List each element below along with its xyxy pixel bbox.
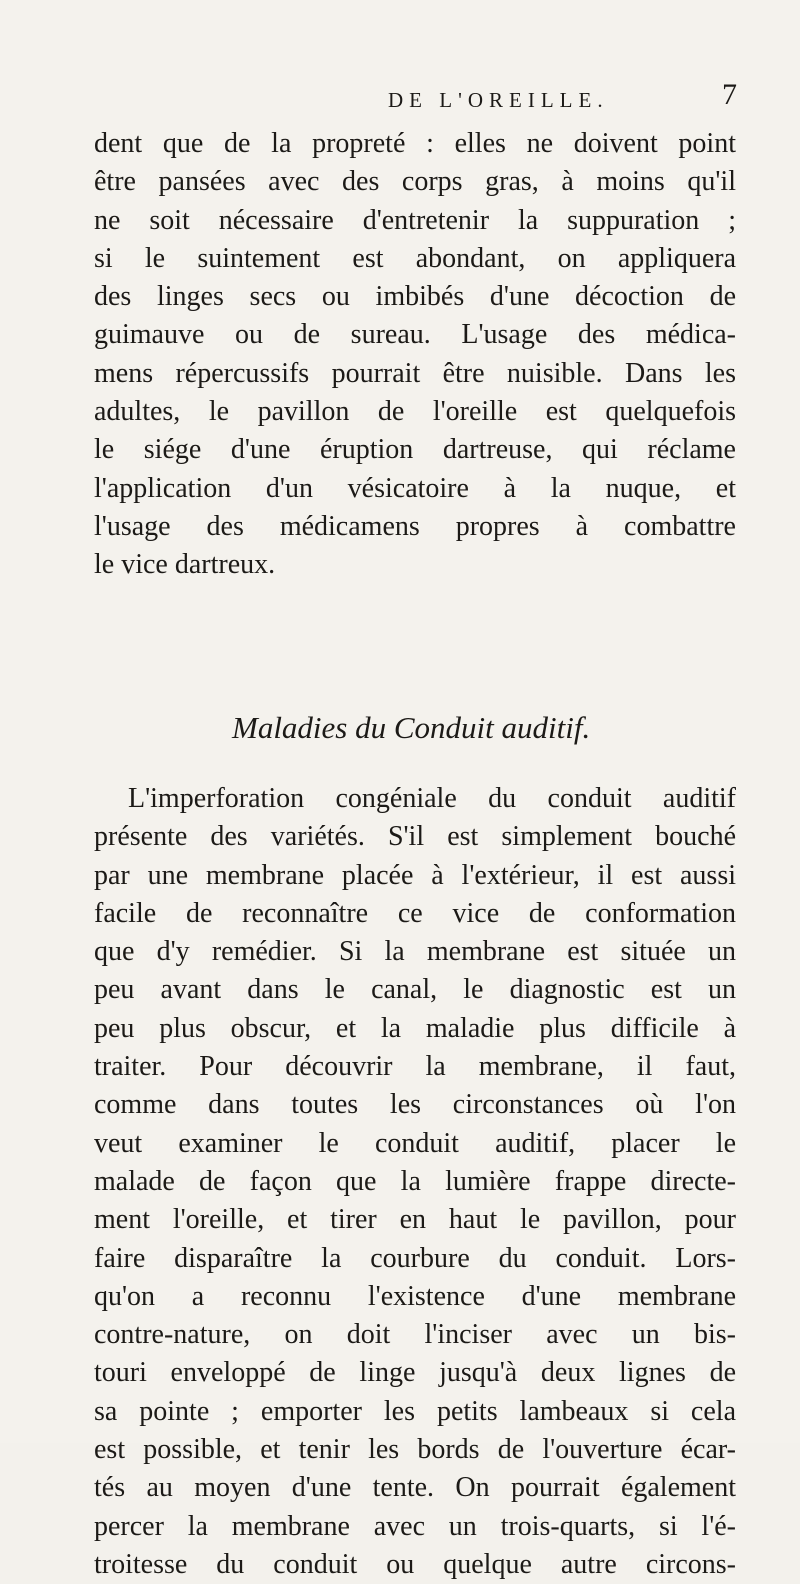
text-line: adultes, le pavillon de l'oreille est quelquefois	[94, 396, 736, 428]
text-line: si le suintement est abondant, on appliquera	[94, 242, 736, 274]
paragraph-2	[94, 780, 736, 1584]
text-line: comme dans toutes les circonstances où l'on	[94, 1089, 736, 1121]
text-line: l'application d'un vésicatoire à la nuque, et	[94, 472, 736, 504]
running-title: DE L'OREILLE.	[388, 88, 609, 112]
section-title: Maladies du Conduit auditif.	[232, 710, 591, 745]
text-line: contre-nature, on doit l'inciser avec un bis-	[94, 1319, 736, 1351]
text-line: que d'y remédier. Si la membrane est située un	[94, 936, 736, 968]
text-line: présente des variétés. S'il est simplement bouché	[94, 821, 736, 853]
text-line: sa pointe ; emporter les petits lambeaux si cela	[94, 1395, 736, 1427]
page-number: 7	[722, 78, 737, 111]
text-line: mens répercussifs pourrait être nuisible. Dans les	[94, 357, 736, 389]
text-line: veut examiner le conduit auditif, placer le	[94, 1127, 736, 1159]
text-line: percer la membrane avec un trois-quarts, si l'é-	[94, 1510, 736, 1542]
text-line: être pansées avec des corps gras, à moins qu'il	[94, 166, 736, 198]
text-line: peu plus obscur, et la maladie plus difficile à	[94, 1012, 736, 1044]
paragraph-1	[94, 125, 736, 585]
text-line: touri enveloppé de linge jusqu'à deux lignes de	[94, 1357, 736, 1389]
text-line: traiter. Pour découvrir la membrane, il faut,	[94, 1051, 736, 1083]
text-line: guimauve ou de sureau. L'usage des médica-	[94, 319, 736, 351]
text-line: peu avant dans le canal, le diagnostic est un	[94, 974, 736, 1006]
text-line: L'imperforation congéniale du conduit auditif	[128, 783, 736, 814]
text-line: troitesse du conduit ou quelque autre circons-	[94, 1548, 736, 1580]
text-line: des linges secs ou imbibés d'une décoction de	[94, 281, 736, 313]
text-line: faire disparaître la courbure du conduit. Lors-	[94, 1242, 736, 1274]
text-line: le vice dartreux.	[94, 549, 276, 581]
text-line: dent que de la propreté : elles ne doivent point	[94, 128, 736, 159]
text-line: ne soit nécessaire d'entretenir la suppuration ;	[94, 204, 736, 236]
text-line: malade de façon que la lumière frappe directe-	[94, 1165, 736, 1197]
text-line: l'usage des médicamens propres à combattre	[94, 510, 736, 542]
text-line: par une membrane placée à l'extérieur, il est aussi	[94, 859, 736, 891]
text-line: tés au moyen d'une tente. On pourrait également	[94, 1472, 736, 1504]
text-line: est possible, et tenir les bords de l'ouverture écar-	[94, 1434, 736, 1466]
text-line: facile de reconnaître ce vice de conformation	[94, 897, 736, 929]
text-line: le siége d'une éruption dartreuse, qui réclame	[94, 434, 736, 466]
text-line: ment l'oreille, et tirer en haut le pavillon, pour	[94, 1204, 736, 1236]
text-line: qu'on a reconnu l'existence d'une membrane	[94, 1280, 736, 1312]
